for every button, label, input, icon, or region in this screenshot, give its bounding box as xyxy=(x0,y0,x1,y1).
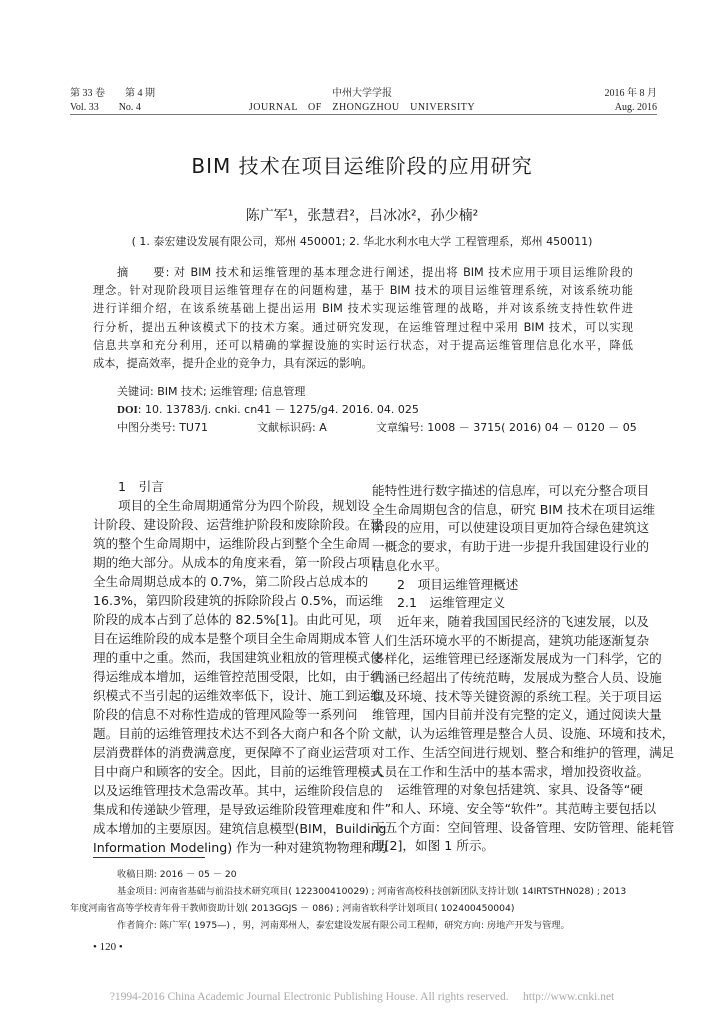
authors: 陈广军¹，张慧君²，吕冰冰²，孙少楠² xyxy=(245,208,479,224)
abstract-line: 成本，提高效率，提升企业的竞争力，具有深远的影响。 xyxy=(93,357,373,370)
received-date: 收稿日期: 2016 － 05 － 20 xyxy=(117,869,237,880)
body-text-line: 目在运维阶段的成本是整个项目全生命周期成本管 xyxy=(93,631,371,646)
body-text-line: 件”和人、环境、安全等“软件”。其范畴主要包括以 xyxy=(372,800,657,816)
body-text-line: 全生命周期包含的信息，研究 BIM 技术在项目运维 xyxy=(372,501,656,517)
body-text-line: 层消费群体的消费满意度，更保障不了商业运营项 xyxy=(93,745,371,760)
body-text-line: 信息化水平。 xyxy=(372,557,448,573)
body-text-line: 筑的整个生命周期中，运维阶段占到整个全生命周 xyxy=(93,536,371,551)
body-text-line: 下五个方面：空间管理、设备管理、安防管理、能耗管 xyxy=(372,819,675,835)
abstract-line: 行分析，提出五种该模式下的技术方案。通过研究发现，在运维管理过程中采用 BIM 技术，可以实现 xyxy=(93,320,633,334)
funding-continued: 年度河南省高等学校青年骨干教师资助计划( 2013GGJS － 086) ; 河南省软科学计划项目( 102400450004) xyxy=(70,903,515,914)
abstract-line: 摘 要: 对 BIM 技术和运维管理的基本理念进行阐述，提出将 BIM 技术应用于项目运维阶段的 xyxy=(117,266,633,279)
body-text-line: 织模式不当引起的运维效率低下，设计、施工到运维 xyxy=(93,688,383,703)
body-text-line: 阶段的应用，可以使建设项目更加符合绿色建筑这 xyxy=(372,520,650,536)
affiliation: ( 1. 泰宏建设发展有限公司，郑州 450001; 2. 华北水利水电大学 工程管理系，郑州 450011) xyxy=(131,235,593,248)
abstract-line: 信息共享和充分利用，还可以精确的掌握设施的实时运行状态，对于提高运维管理信息化水平，降低 xyxy=(93,338,633,352)
article-number: 文章编号: 1008 － 3715( 2016) 04 － 0120 － 05 xyxy=(376,421,637,434)
body-text-line: 16.3%，第四阶段建筑的拆除阶段占 0.5%，而运维 xyxy=(93,593,384,608)
volume-issue-en: Vol. 33 No. 4 xyxy=(70,102,141,113)
journal-name-cn: 中州大学学报 xyxy=(332,88,392,99)
body-text-line: 理[2]，如图 1 所示。 xyxy=(372,838,495,854)
body-text-line: 以及环境、技术等关键资源的系统工程。关于项目运 xyxy=(372,688,662,704)
body-text-line: 全生命周期总成本的 0.7%，第二阶段占总成本的 xyxy=(93,574,369,589)
body-text-line: 项目的全生命周期通常分为四个阶段，规划设 xyxy=(118,498,370,513)
section-heading: 1 引言 xyxy=(118,479,164,494)
doi xyxy=(117,401,419,419)
doi-label: DOI xyxy=(117,404,138,416)
section-heading: 2.1 运维管理定义 xyxy=(397,595,506,611)
body-text-line: 运维管理的对象包括建筑、家具、设备等“硬 xyxy=(397,782,643,798)
body-text-line: 得运维成本增加，运维管控范围受限，比如，由于组 xyxy=(93,669,383,684)
page-number: • 120 • xyxy=(93,941,123,953)
classification-number: 中图分类号: TU71 xyxy=(117,421,208,434)
footnote-rule xyxy=(93,857,205,858)
abstract-line: 理念。针对现阶段项目运维管理存在的问题构建，基于 BIM 技术的项目运维管理系统，对该系统功能 xyxy=(93,284,633,298)
body-text-line: 能特性进行数字描述的信息库，可以充分整合项目 xyxy=(372,483,650,498)
body-text-line: Information Modeling) 作为一种对建筑物物理和功 xyxy=(93,840,388,855)
body-text-line: 集成和传递缺少管理，是导致运维阶段管理难度和 xyxy=(93,802,371,817)
body-text-line: 目中商户和顾客的安全。因此，目前的运维管理模式 xyxy=(93,764,383,779)
body-text-line: 人员在工作和生活中的基本需求，增加投资收益。 xyxy=(372,763,650,779)
body-text-line: 维管理，国内目前并没有完整的定义，通过阅读大量 xyxy=(372,707,662,723)
body-text-line: 理的重中之重。然而，我国建筑业粗放的管理模式使 xyxy=(93,650,383,665)
abstract-line: 进行详细介绍，在该系统基础上提出运用 BIM 技术实现运维管理的战略，并对该系统支持性软件进 xyxy=(93,302,633,316)
keywords: 关键词: BIM 技术; 运维管理; 信息管理 xyxy=(117,385,306,398)
body-text-line: 一概念的要求，有助于进一步提升我国建设行业的 xyxy=(372,539,650,555)
section-heading: 2 项目运维管理概述 xyxy=(397,576,519,592)
volume-issue-cn: 第 33 卷 第 4 期 xyxy=(70,88,155,99)
body-text-line: 阶段的成本占到了总体的 82.5%[1]。由此可见，项 xyxy=(93,612,382,627)
body-text-line: 人们生活环境水平的不断提高，建筑功能逐渐复杂 xyxy=(372,632,650,648)
body-text-line: 阶段的信息不对称性造成的管理风险等一系列问 xyxy=(93,707,358,722)
body-text-line: 期的绝大部分。从成本的角度来看，第一阶段占项目 xyxy=(93,555,383,570)
body-text-line: 对工作、生活空间进行规划、整合和维护的管理，满足 xyxy=(372,744,675,760)
body-text-line: 多样化，运维管理已经逐渐发展成为一门科学，它的 xyxy=(372,651,662,667)
doi-value: : 10. 13783/j. cnki. cn41 － 1275/g4. 2016. 04. 025 xyxy=(137,403,419,416)
body-text-line: 内涵已经超出了传统范畴，发展成为整合人员、设施 xyxy=(372,670,662,685)
paper-title: BIM 技术在项目运维阶段的应用研究 xyxy=(191,154,533,178)
copyright-notice: ?1994-2016 China Academic Journal Electronic Publishing House. All rights reserved. http://www.cnki.net xyxy=(109,991,615,1003)
body-text-line: 成本增加的主要原因。建筑信息模型(BIM，Building xyxy=(93,821,387,836)
journal-name-en: JOURNAL OF ZHONGZHOU UNIVERSITY xyxy=(248,102,476,113)
date-en: Aug. 2016 xyxy=(614,102,657,113)
body-text-line: 计阶段、建设阶段、运营维护阶段和废除阶段。在建 xyxy=(93,517,383,532)
body-text-line: 文献，认为运维管理是整合人员、设施、环境和技术， xyxy=(372,726,675,742)
body-text-line: 以及运维管理技术急需改革。其中，运维阶段信息的 xyxy=(93,783,383,798)
date-cn: 2016 年 8 月 xyxy=(604,88,657,99)
body-text-line: 近年来，随着我国国民经济的飞速发展，以及 xyxy=(397,613,649,629)
body-text-line: 题。目前的运维管理技术达不到各大商户和各个阶 xyxy=(93,726,371,741)
author-bio: 作者简介: 陈广军( 1975—) ，男，河南郑州人，泰宏建设发展有限公司工程师，研究方向: 房地产开发与管理。 xyxy=(117,920,570,931)
document-code: 文献标识码: A xyxy=(257,421,327,434)
funding: 基金项目: 河南省基础与前沿技术研究项目( 122300410029) ; 河南省高校科技创新团队支持计划( 14IRTSTHN028) ; 2013 xyxy=(117,886,627,897)
header-rule xyxy=(70,114,657,115)
